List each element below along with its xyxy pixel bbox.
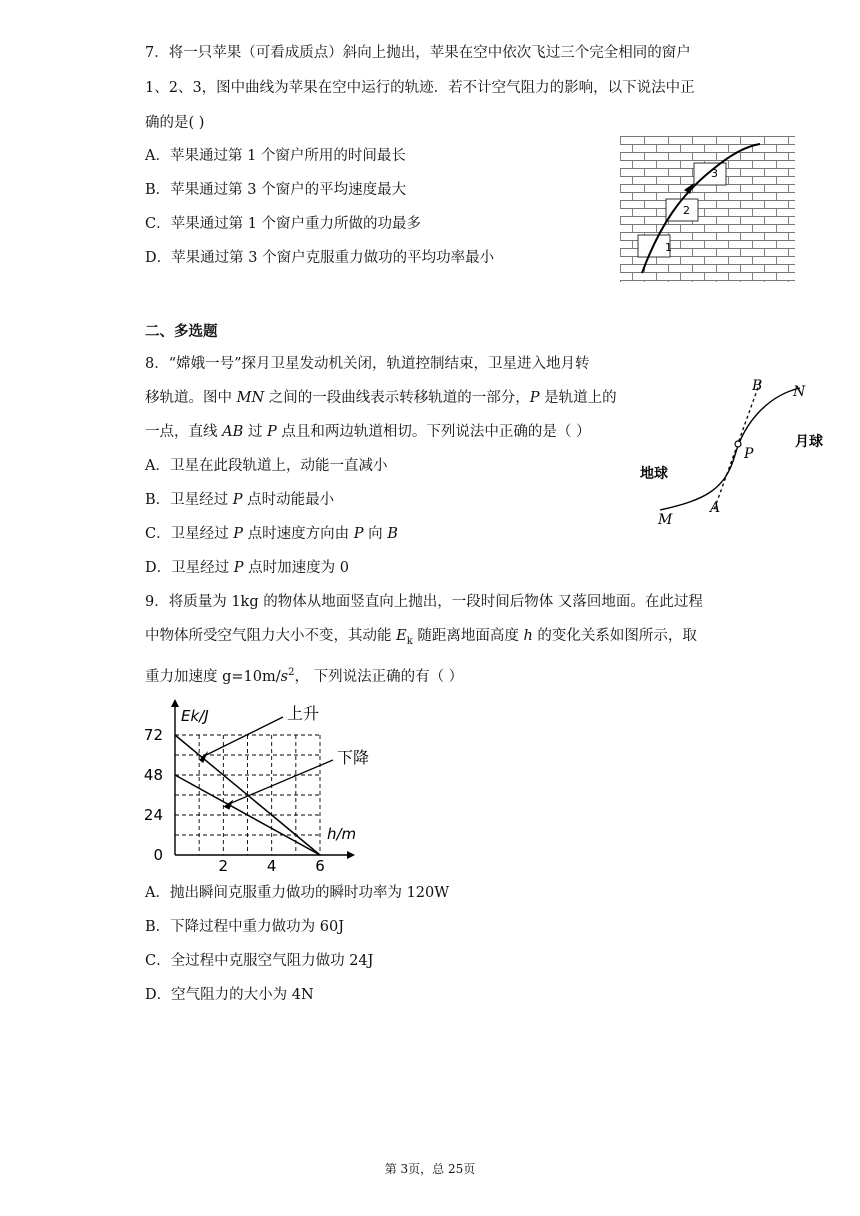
q9-option-c: C．全过程中克服空气阻力做功 24J [145, 953, 374, 969]
q7-option-d: D．苹果通过第 3 个窗户克服重力做功的平均功率最小 [145, 250, 495, 266]
x-axis-arrow [347, 851, 355, 859]
y-tick-label: 0 [153, 846, 163, 864]
q7-line-3: 确的是( ) [145, 115, 205, 131]
section-multiple-choice: 二、多选题 [145, 324, 218, 340]
q7-line-2: 1、2、3，图中曲线为苹果在空中运行的轨迹．若不计空气阻力的影响，以下说法中正 [145, 80, 695, 96]
q7-line-1: 7．将一只苹果（可看成质点）斜向上抛出，苹果在空中依次飞过三个完全相同的窗户 [145, 45, 691, 61]
descent-pointer [227, 760, 333, 805]
label-earth: 地球 [640, 466, 668, 482]
x-tick-label: 6 [315, 857, 325, 875]
q9-ek-h-chart [140, 695, 370, 875]
label-m: M [658, 512, 673, 528]
x-axis-title: h/m [327, 825, 357, 843]
q8-option-c: C．卫星经过 P 点时速度方向由 P 向 B [145, 526, 398, 542]
x-tick-label: 2 [218, 857, 229, 875]
q9-option-b: B．下降过程中重力做功为 60J [145, 919, 345, 935]
q7-brick-wall-figure [620, 136, 795, 282]
ascent-pointer [202, 717, 283, 757]
label-a: A [710, 500, 721, 516]
descent-pointer-head [223, 800, 233, 810]
label-n: N [793, 384, 806, 400]
series-label-ascent: 上升 [287, 704, 320, 723]
window-1-label: 1 [665, 241, 672, 254]
y-tick-label: 72 [143, 726, 163, 744]
window-3-label: 3 [711, 167, 718, 180]
q9-line-3: 重力加速度 $g=10m/s^2$， 下列说法正确的有（ ） [145, 667, 464, 685]
q8-option-b: B．卫星经过 P 点时动能最小 [145, 492, 335, 508]
y-axis-title: Ek/J [181, 707, 209, 725]
label-p: P [744, 446, 754, 462]
y-axis-arrow [171, 699, 179, 707]
q9-option-d: D．空气阻力的大小为 4N [145, 987, 314, 1003]
window-2-label: 2 [683, 204, 690, 217]
window-2 [666, 199, 698, 221]
q9-option-a: A．抛出瞬间克服重力做功的瞬时功率为 120W [145, 885, 450, 901]
q9-line-2: 中物体所受空气阻力大小不变，其动能 $E_k$ 随距离地面高度 h 的变化关系如图所示，取 [145, 628, 697, 647]
label-b: B [752, 378, 763, 394]
q7-option-b: B．苹果通过第 3 个窗户的平均速度最大 [145, 182, 407, 198]
q8-option-d: D．卫星经过 P 点时加速度为 0 [145, 560, 349, 576]
q7-option-c: C．苹果通过第 1 个窗户重力所做的功最多 [145, 216, 422, 232]
label-moon: 月球 [795, 434, 823, 450]
q8-line-3: 一点，直线 AB 过 P 点且和两边轨道相切。下列说法中正确的是（ ） [145, 424, 591, 440]
q9-line-1: 9．将质量为 1kg 的物体从地面竖直向上抛出，一段时间后物体 又落回地面。在此过程 [145, 594, 703, 610]
page-footer: 第 3页，总 25页 [384, 1162, 476, 1176]
x-tick-label: 4 [266, 857, 277, 875]
y-tick-label: 24 [143, 806, 163, 824]
orbit-curve-mn [660, 388, 800, 510]
q8-line-2: 移轨道。图中 MN 之间的一段曲线表示转移轨道的一部分，P 是轨道上的 [145, 390, 617, 406]
point-p [735, 441, 741, 447]
q8-line-1: 8．“嫦娥一号”探月卫星发动机关闭，轨道控制结束，卫星进入地月转 [145, 356, 590, 372]
chart-labels [144, 704, 369, 875]
y-tick-label: 48 [143, 766, 163, 784]
q8-option-a: A．卫星在此段轨道上，动能一直减小 [145, 458, 388, 474]
series-label-descent: 下降 [337, 748, 370, 767]
q8-orbit-figure [630, 370, 840, 530]
q7-option-a: A．苹果通过第 1 个窗户所用的时间最长 [145, 148, 406, 164]
